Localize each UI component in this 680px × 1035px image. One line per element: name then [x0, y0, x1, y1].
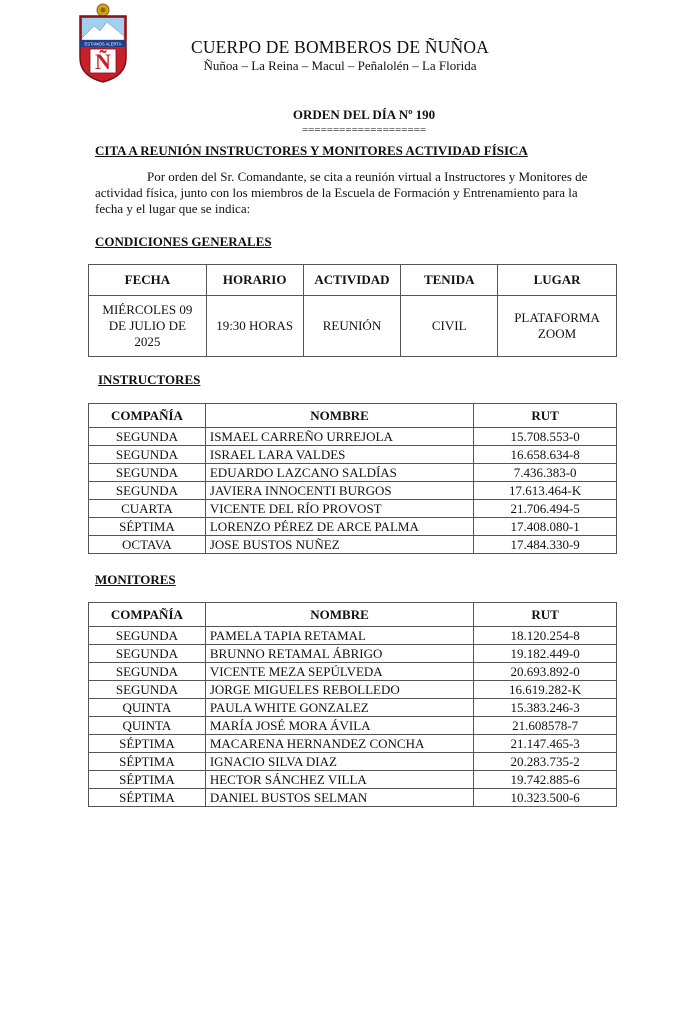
- conditions-table: [88, 264, 617, 357]
- rut-cell: 16.619.282-K: [474, 681, 617, 699]
- column-header: FECHA: [89, 265, 207, 296]
- company-cell: SEGUNDA: [89, 482, 206, 500]
- column-header: RUT: [474, 603, 617, 627]
- place-cell: PLATAFORMA ZOOM: [498, 296, 617, 357]
- name-cell: JAVIERA INNOCENTI BURGOS: [205, 482, 473, 500]
- monitors-heading: MONITORES: [95, 572, 176, 587]
- column-header: NOMBRE: [205, 404, 473, 428]
- rut-cell: 17.613.464-K: [474, 482, 617, 500]
- order-title: ORDEN DEL DÍA Nº 190: [292, 107, 436, 122]
- column-header: HORARIO: [206, 265, 303, 296]
- rut-cell: 7.436.383-0: [474, 464, 617, 482]
- table-row: [89, 699, 617, 717]
- table-row: [89, 645, 617, 663]
- name-cell: MACARENA HERNANDEZ CONCHA: [205, 735, 473, 753]
- name-cell: VICENTE MEZA SEPÚLVEDA: [205, 663, 473, 681]
- monitors-header-row: [89, 603, 617, 627]
- rut-cell: 21.147.465-3: [474, 735, 617, 753]
- organization-title: CUERPO DE BOMBEROS DE ÑUÑOA: [190, 37, 490, 57]
- svg-text:Ñ: Ñ: [95, 49, 111, 74]
- table-row: [89, 753, 617, 771]
- name-cell: LORENZO PÉREZ DE ARCE PALMA: [205, 518, 473, 536]
- column-header: ACTIVIDAD: [303, 265, 401, 296]
- conditions-header-row: [89, 265, 617, 296]
- date-cell: MIÉRCOLES 09 DE JULIO DE 2025: [89, 296, 207, 357]
- company-cell: SEGUNDA: [89, 681, 206, 699]
- table-row: [89, 681, 617, 699]
- name-cell: DANIEL BUSTOS SELMAN: [205, 789, 473, 807]
- rut-cell: 21.706.494-5: [474, 500, 617, 518]
- name-cell: PAMELA TAPIA RETAMAL: [205, 627, 473, 645]
- rut-cell: 18.120.254-8: [474, 627, 617, 645]
- table-row: [89, 464, 617, 482]
- body-paragraph: Por orden del Sr. Comandante, se cita a reunión virtual a Instructores y Monitores de actividad física, junto con los miembros de la Escuela de Formación y Entrenamiento para la fecha y el lugar que se indica:: [95, 169, 588, 216]
- company-cell: SÉPTIMA: [89, 518, 206, 536]
- table-row: [89, 717, 617, 735]
- activity-cell: REUNIÓN: [303, 296, 401, 357]
- company-cell: SEGUNDA: [89, 645, 206, 663]
- rut-cell: 10.323.500-6: [474, 789, 617, 807]
- rut-cell: 15.708.553-0: [474, 428, 617, 446]
- table-row: [89, 428, 617, 446]
- table-row: [89, 446, 617, 464]
- column-header: COMPAÑÍA: [89, 603, 206, 627]
- subject-heading: CITA A REUNIÓN INSTRUCTORES Y MONITORES ACTIVIDAD FÍSICA: [95, 143, 528, 158]
- column-header: TENIDA: [401, 265, 498, 296]
- name-cell: ISMAEL CARREÑO URREJOLA: [205, 428, 473, 446]
- table-row: [89, 735, 617, 753]
- company-cell: SÉPTIMA: [89, 753, 206, 771]
- rut-cell: 19.742.885-6: [474, 771, 617, 789]
- organization-subtitle: Ñuñoa – La Reina – Macul – Peñalolén – La Florida: [203, 58, 477, 73]
- name-cell: JORGE MIGUELES REBOLLEDO: [205, 681, 473, 699]
- instructors-header-row: [89, 404, 617, 428]
- rut-cell: 20.693.892-0: [474, 663, 617, 681]
- rut-cell: 19.182.449-0: [474, 645, 617, 663]
- rut-cell: 16.658.634-8: [474, 446, 617, 464]
- fire-department-crest-logo: [76, 2, 130, 84]
- column-header: COMPAÑÍA: [89, 404, 206, 428]
- table-row: [89, 627, 617, 645]
- name-cell: VICENTE DEL RÍO PROVOST: [205, 500, 473, 518]
- table-row: [89, 663, 617, 681]
- svg-text:ESTAMOS ALERTA: ESTAMOS ALERTA: [84, 41, 122, 47]
- order-rule: ====================: [301, 124, 427, 136]
- company-cell: SÉPTIMA: [89, 735, 206, 753]
- conditions-heading: CONDICIONES GENERALES: [95, 234, 272, 249]
- rut-cell: 21.608578-7: [474, 717, 617, 735]
- monitors-table: [88, 602, 617, 807]
- company-cell: QUINTA: [89, 699, 206, 717]
- company-cell: SEGUNDA: [89, 627, 206, 645]
- table-row: [89, 482, 617, 500]
- name-cell: EDUARDO LAZCANO SALDÍAS: [205, 464, 473, 482]
- time-cell: 19:30 HORAS: [206, 296, 303, 357]
- name-cell: BRUNNO RETAMAL ÁBRIGO: [205, 645, 473, 663]
- attire-cell: CIVIL: [401, 296, 498, 357]
- company-cell: SEGUNDA: [89, 428, 206, 446]
- name-cell: JOSE BUSTOS NUÑEZ: [205, 536, 473, 554]
- instructors-heading: INSTRUCTORES: [98, 372, 201, 387]
- rut-cell: 17.408.080-1: [474, 518, 617, 536]
- name-cell: ISRAEL LARA VALDES: [205, 446, 473, 464]
- name-cell: MARÍA JOSÉ MORA ÁVILA: [205, 717, 473, 735]
- name-cell: PAULA WHITE GONZALEZ: [205, 699, 473, 717]
- company-cell: OCTAVA: [89, 536, 206, 554]
- name-cell: HECTOR SÁNCHEZ VILLA: [205, 771, 473, 789]
- table-row: [89, 536, 617, 554]
- column-header: LUGAR: [498, 265, 617, 296]
- company-cell: SÉPTIMA: [89, 789, 206, 807]
- instructors-table: [88, 403, 617, 554]
- table-row: [89, 500, 617, 518]
- company-cell: SEGUNDA: [89, 464, 206, 482]
- column-header: RUT: [474, 404, 617, 428]
- company-cell: SEGUNDA: [89, 663, 206, 681]
- company-cell: QUINTA: [89, 717, 206, 735]
- table-row: [89, 296, 617, 357]
- column-header: NOMBRE: [205, 603, 473, 627]
- table-row: [89, 789, 617, 807]
- rut-cell: 15.383.246-3: [474, 699, 617, 717]
- name-cell: IGNACIO SILVA DIAZ: [205, 753, 473, 771]
- company-cell: SÉPTIMA: [89, 771, 206, 789]
- company-cell: CUARTA: [89, 500, 206, 518]
- rut-cell: 20.283.735-2: [474, 753, 617, 771]
- table-row: [89, 518, 617, 536]
- company-cell: SEGUNDA: [89, 446, 206, 464]
- rut-cell: 17.484.330-9: [474, 536, 617, 554]
- table-row: [89, 771, 617, 789]
